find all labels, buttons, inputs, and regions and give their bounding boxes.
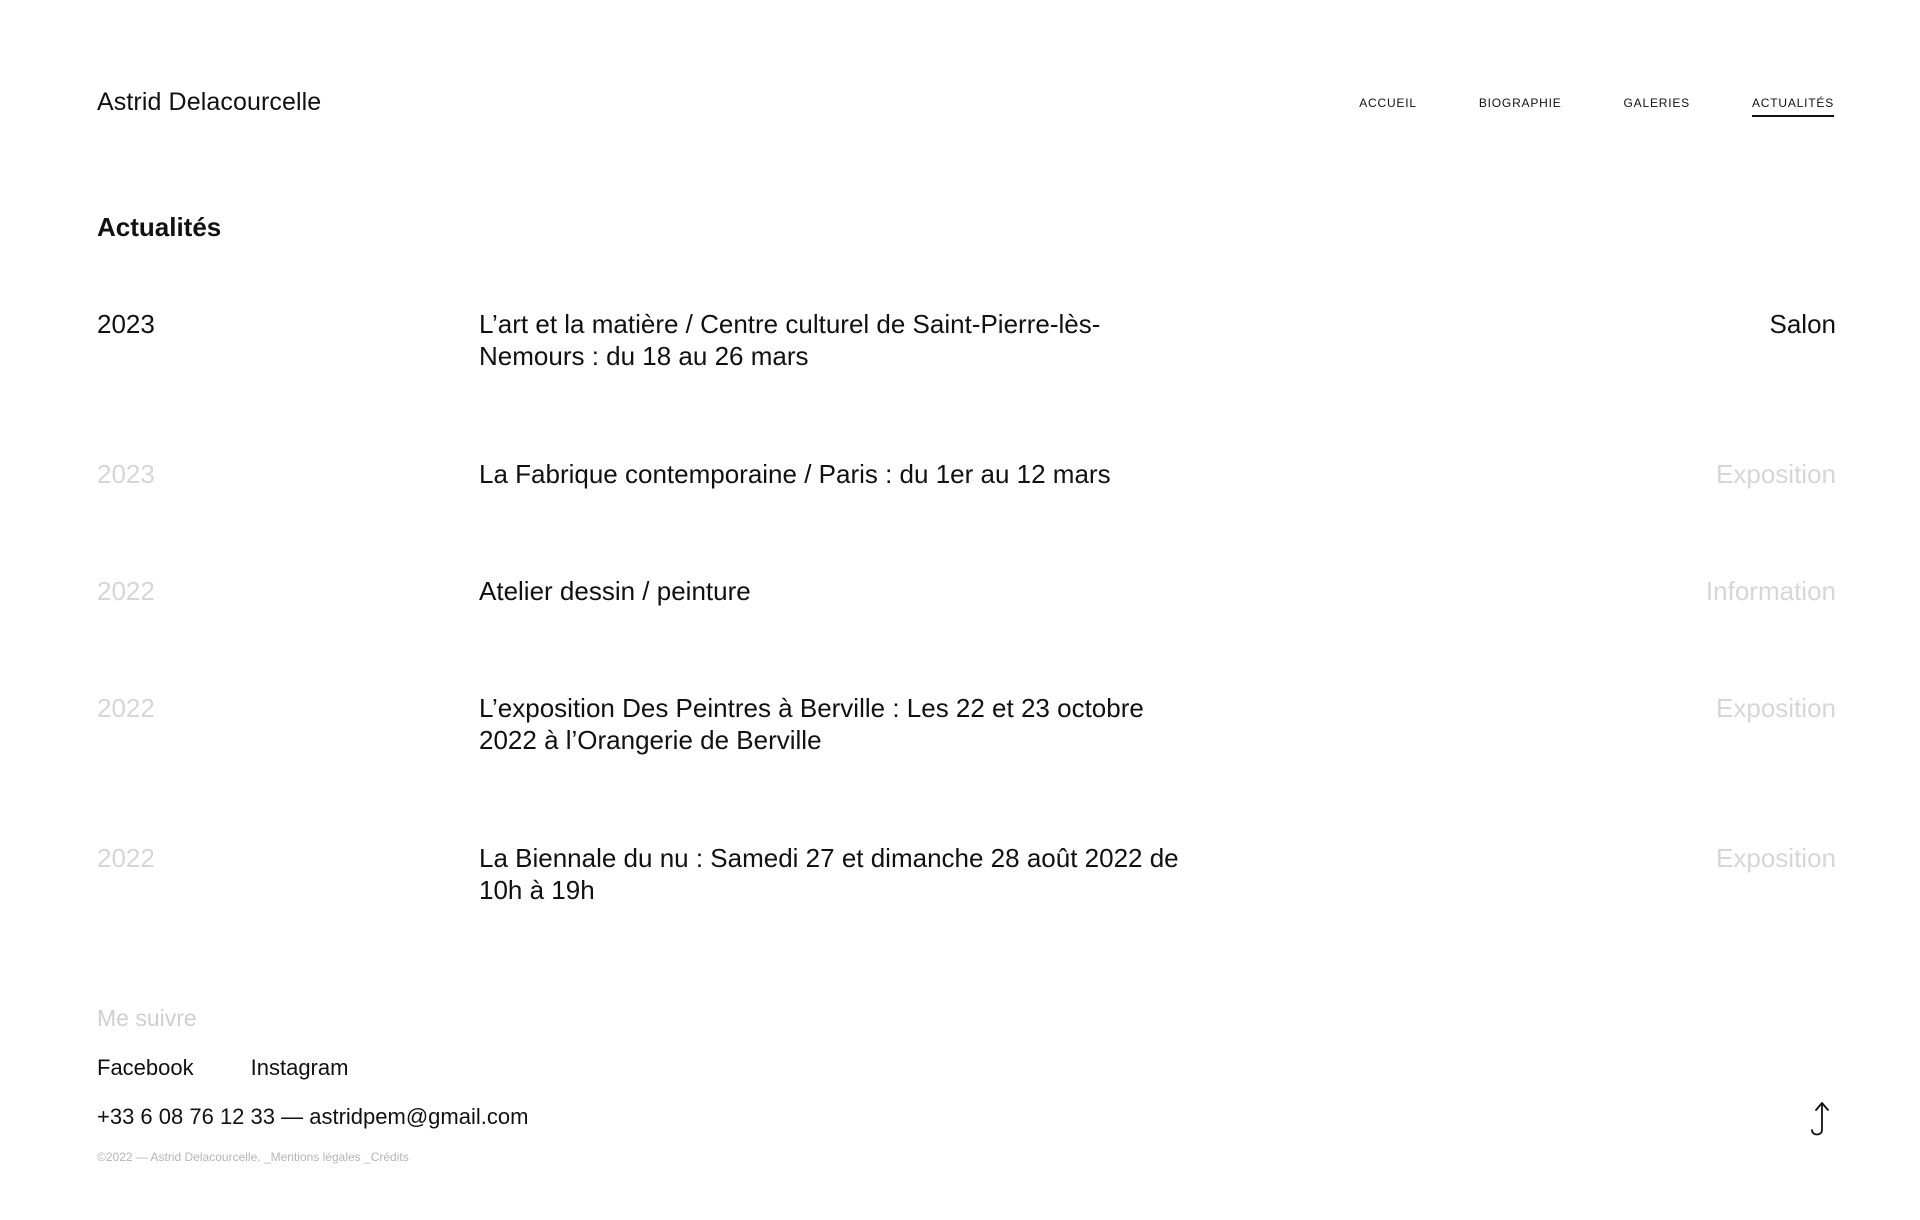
instagram-link[interactable]: Instagram xyxy=(250,1055,349,1080)
email-link[interactable]: astridpem@gmail.com xyxy=(309,1104,529,1129)
nav-item-actualites[interactable]: ACTUALITÉS xyxy=(1752,96,1834,117)
nav-item-galeries[interactable]: GALERIES xyxy=(1623,96,1690,110)
page-title: Actualités xyxy=(97,212,222,242)
news-type: Salon xyxy=(1769,309,1836,339)
news-title: L’exposition Des Peintres à Berville : Les 22 et 23 octobre 2022 à l’Orangerie de Berville xyxy=(479,693,1144,755)
site-title[interactable]: Astrid Delacourcelle xyxy=(97,88,322,116)
nav-item-biographie[interactable]: BIOGRAPHIE xyxy=(1478,96,1562,110)
legal-line xyxy=(97,1150,409,1164)
news-year: 2023 xyxy=(97,309,155,339)
news-title: La Biennale du nu : Samedi 27 et dimanche 28 août 2022 de 10h à 19h xyxy=(479,843,1179,905)
news-year: 2023 xyxy=(97,459,155,489)
news-type: Exposition xyxy=(1716,459,1836,489)
mentions-legales-link[interactable]: _Mentions légales xyxy=(263,1150,361,1164)
contact-separator: — xyxy=(275,1104,310,1129)
contact-line xyxy=(97,1104,528,1130)
news-title: La Fabrique contemporaine / Paris : du 1er au 12 mars xyxy=(479,459,1111,489)
news-title: L’art et la matière / Centre culturel de Saint-Pierre-lès-Nemours : du 18 au 26 mars xyxy=(479,309,1101,371)
news-year: 2022 xyxy=(97,693,155,723)
news-title: Atelier dessin / peinture xyxy=(479,576,751,606)
news-year: 2022 xyxy=(97,843,155,873)
main-nav xyxy=(1359,96,1834,117)
facebook-link[interactable]: Facebook xyxy=(97,1055,194,1080)
arrow-up-curved-icon xyxy=(1808,1100,1836,1138)
credits-link[interactable]: _Crédits xyxy=(364,1150,409,1164)
news-type: Information xyxy=(1705,576,1836,606)
news-type: Exposition xyxy=(1716,843,1836,873)
copyright: ©2022 — Astrid Delacourcelle. xyxy=(97,1150,261,1164)
news-type: Exposition xyxy=(1716,693,1836,723)
nav-item-accueil[interactable]: ACCUEIL xyxy=(1359,96,1417,110)
news-year: 2022 xyxy=(97,576,155,606)
follow-label: Me suivre xyxy=(97,1005,197,1031)
back-to-top-button[interactable] xyxy=(1808,1100,1836,1138)
social-links xyxy=(97,1055,348,1081)
phone-number[interactable]: +33 6 08 76 12 33 xyxy=(97,1104,275,1129)
